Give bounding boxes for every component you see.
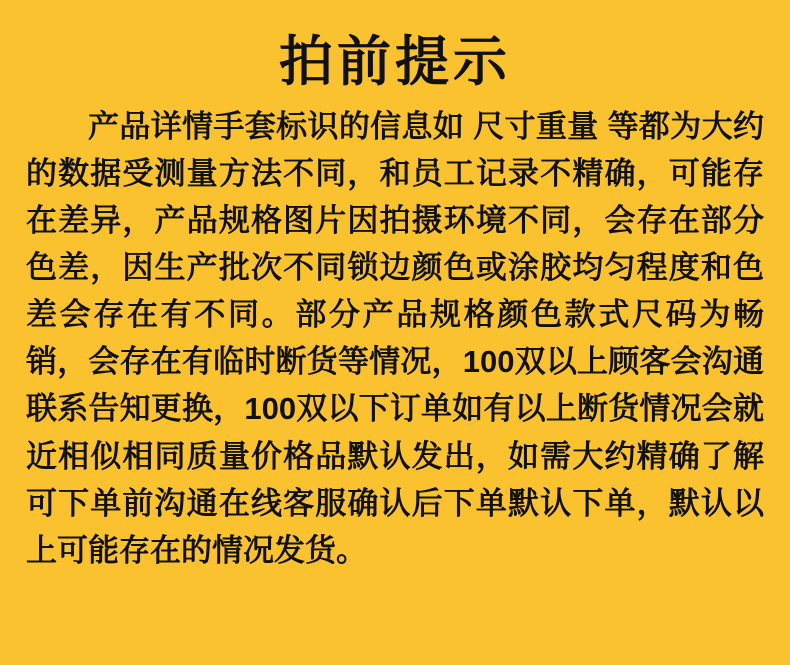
page-title: 拍前提示: [279, 32, 511, 92]
notice-body-text: 产品详情手套标识的信息如 尺寸重量 等都为大约的数据受测量方法不同，和员工记录不精确，可能存在差异，产品规格图片因拍摄环境不同，会存在部分色差，因生产批次不同锁边颜色或涂胶均匀程度和色差会存在有不同。部分产品规格颜色款式尺码为畅销，会存在有临时断货等情况，100双以上顾客会沟通联系告知更换，100双以下订单如有以上断货情况会就近相似相同质量价格品默认发出，如需大约精确了解可下单前沟通在线客服确认后下单默认下单，默认以上可能存在的情况发货。: [26, 108, 764, 568]
